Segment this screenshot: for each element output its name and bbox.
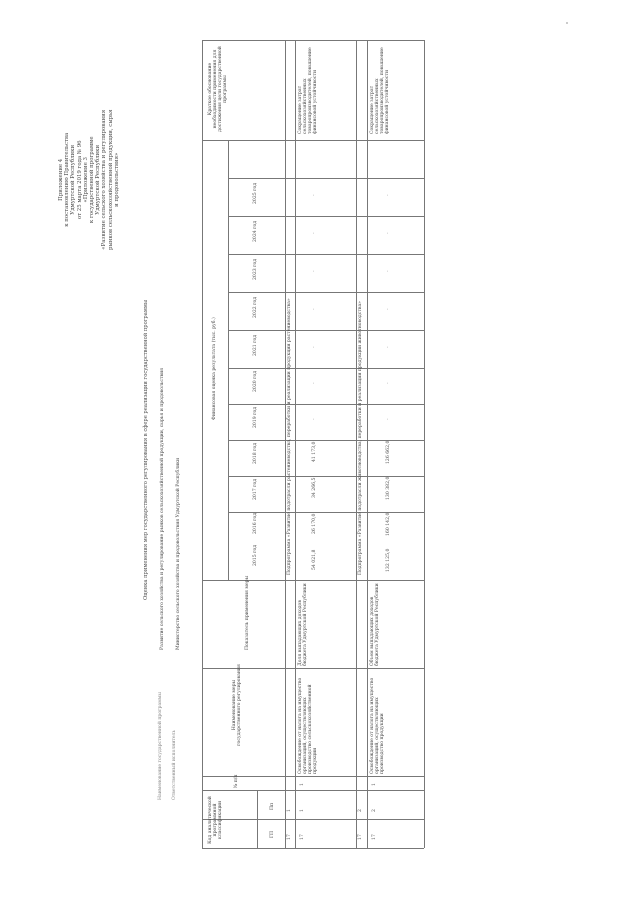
table-row-code-gp: 17 xyxy=(300,834,305,840)
document-title: Оценка применения мер государственного регулирования в сфере реализации государственной программы xyxy=(143,299,149,600)
section-code-gp: 17 xyxy=(287,834,292,840)
table-cell-value: - xyxy=(386,194,391,196)
appendix-line: Удмуртской Республики xyxy=(70,144,77,215)
table-cell-value: - xyxy=(386,382,391,384)
section-title: Подпрограмма «Развитие подотрасли растениеводства, переработки и реализации продукции растениеводства» xyxy=(287,298,292,575)
table-cell-value: - xyxy=(312,308,317,310)
table-cell-value: - xyxy=(312,382,317,384)
header-year: 2020 год xyxy=(253,370,258,392)
table-cell-value: - xyxy=(312,232,317,234)
table-border-right xyxy=(424,40,425,848)
header-measure-name: Наименование меры государственного регулирования xyxy=(232,664,242,746)
table-cell-value: - xyxy=(312,418,317,420)
table-row-code-pp: 1 xyxy=(300,809,305,812)
col-divider xyxy=(202,580,424,581)
col-divider xyxy=(228,178,424,179)
program-value: Развитие сельского хозяйства и регулирование рынков сельскохозяйственной продукции, сырья и продовольствия xyxy=(160,367,165,650)
header-year: 2025 год xyxy=(253,182,258,204)
col-divider xyxy=(228,330,424,331)
section2-title-line xyxy=(367,40,368,848)
table-row-indicator: Доля выпадающих доходов бюджета Удмуртской Республики xyxy=(298,583,308,666)
appendix-line: и продовольствия» xyxy=(113,152,120,207)
header-year: 2024 год xyxy=(253,220,258,242)
header-year: 2015 год xyxy=(253,544,258,566)
header-year: 2022 год xyxy=(253,296,258,318)
table-cell-value: 132 125,0 xyxy=(386,548,391,572)
col-divider xyxy=(202,140,424,141)
table-row-code-pp: 2 xyxy=(372,809,377,812)
col-divider xyxy=(228,404,424,405)
header-num: № п/п xyxy=(234,774,239,788)
table-cell-value: 34 266,5 xyxy=(312,477,317,498)
col-divider xyxy=(228,368,424,369)
table-cell-value: - xyxy=(386,270,391,272)
header-indicator: Показатель применения меры xyxy=(245,575,250,650)
table-border-left xyxy=(202,40,203,848)
executor-label: Ответственный исполнитель xyxy=(172,729,177,800)
section-title: Подпрограмма «Развитие подотрасли животноводства, переработки и реализации продукции животноводства» xyxy=(358,301,363,575)
table-cell-value: - xyxy=(312,346,317,348)
appendix-line: Удмуртской Республики xyxy=(95,144,102,215)
header-year: 2019 год xyxy=(253,406,258,428)
col-divider xyxy=(202,790,424,791)
col-divider xyxy=(228,216,424,217)
executor-value: Министерство сельского хозяйства и продовольствия Удмуртской Республики xyxy=(176,457,181,650)
table-border-top xyxy=(202,40,424,41)
col-divider xyxy=(228,476,424,477)
table-cell-value: 126 662,0 xyxy=(386,440,391,464)
table-row-code-gp: 17 xyxy=(372,834,377,840)
appendix-line: к государственной программе xyxy=(89,136,96,224)
scan-speck xyxy=(566,22,568,24)
table-row-measure: Освобождение от налога на имущество организаций, осуществляющих производство продукции xyxy=(370,677,385,774)
section-code-gp: 17 xyxy=(358,834,363,840)
table-cell-value: 26 170,0 xyxy=(312,513,317,534)
appendix-line: «Развитие сельского хозяйства и регулирования xyxy=(101,109,108,250)
appendix-line: рынков сельскохозяйственной продукции, сырья xyxy=(107,109,114,250)
appendix-line: от 25 марта 2019 года № 96 xyxy=(76,140,83,220)
header-year: 2018 год xyxy=(253,442,258,464)
table-row-num: 1 xyxy=(300,783,305,786)
program-label: Наименование государственной программы xyxy=(158,692,163,800)
header-comment: Краткое обоснование необходимости применения для достижения цели государственной программы xyxy=(208,46,228,132)
header-year: 2016 год xyxy=(253,512,258,534)
table-cell-value: - xyxy=(312,194,317,196)
header-code-pp: Пп xyxy=(270,802,275,810)
appendix-line: «Приложение 3 xyxy=(82,157,89,203)
header-year: 2017 год xyxy=(253,478,258,500)
appendix-line: Приложение 4 xyxy=(58,158,64,201)
table-cell-value: - xyxy=(386,346,391,348)
table-border-bottom xyxy=(202,848,424,849)
header-year: 2023 год xyxy=(253,258,258,280)
header-code: Код аналитической программной классификации xyxy=(208,796,223,844)
table-row-measure: Освобождение от налога на имущество организаций, осуществляющих производство сельскохозяйственной продукции xyxy=(298,677,318,774)
table-row-indicator: Объем выпадающих доходов бюджета Удмуртской Республики xyxy=(370,583,380,666)
section1-title-line xyxy=(295,40,296,848)
table-row-num: 1 xyxy=(372,783,377,786)
table-cell-value: 160 142,0 xyxy=(386,512,391,536)
col-divider xyxy=(228,292,424,293)
table-row-comment: Сокращение затрат сельскохозяйственных товаропроизводителей, повышение финансовой устойчивости xyxy=(298,47,318,134)
section-code-pp: 2 xyxy=(358,809,363,812)
table-cell-value: - xyxy=(386,232,391,234)
col-divider xyxy=(228,440,424,441)
header-separator xyxy=(285,40,286,848)
table-cell-value: 41 173,0 xyxy=(312,441,317,462)
table-row-comment: Сокращение затрат сельскохозяйственных товаропроизводителей, повышение финансовой устойчивости xyxy=(370,47,390,134)
table-cell-value: 54 021,8 xyxy=(312,549,317,570)
table-cell-value: - xyxy=(386,308,391,310)
col-divider xyxy=(202,819,424,820)
header-year: 2021 год xyxy=(253,334,258,356)
finance-subheader-line xyxy=(228,140,229,580)
table-cell-value: - xyxy=(386,418,391,420)
section1-row-end xyxy=(356,40,357,848)
appendix-block xyxy=(58,110,120,250)
table-cell-value: - xyxy=(312,270,317,272)
header-code-gp: ГП xyxy=(270,830,275,838)
table-cell-value: 130 382,0 xyxy=(386,476,391,500)
header-finance-group: Финансовая оценка результата (тыс. руб.) xyxy=(212,317,217,420)
appendix-line: к постановлению Правительства xyxy=(64,132,71,227)
section-code-pp: 1 xyxy=(287,809,292,812)
col-divider xyxy=(228,254,424,255)
